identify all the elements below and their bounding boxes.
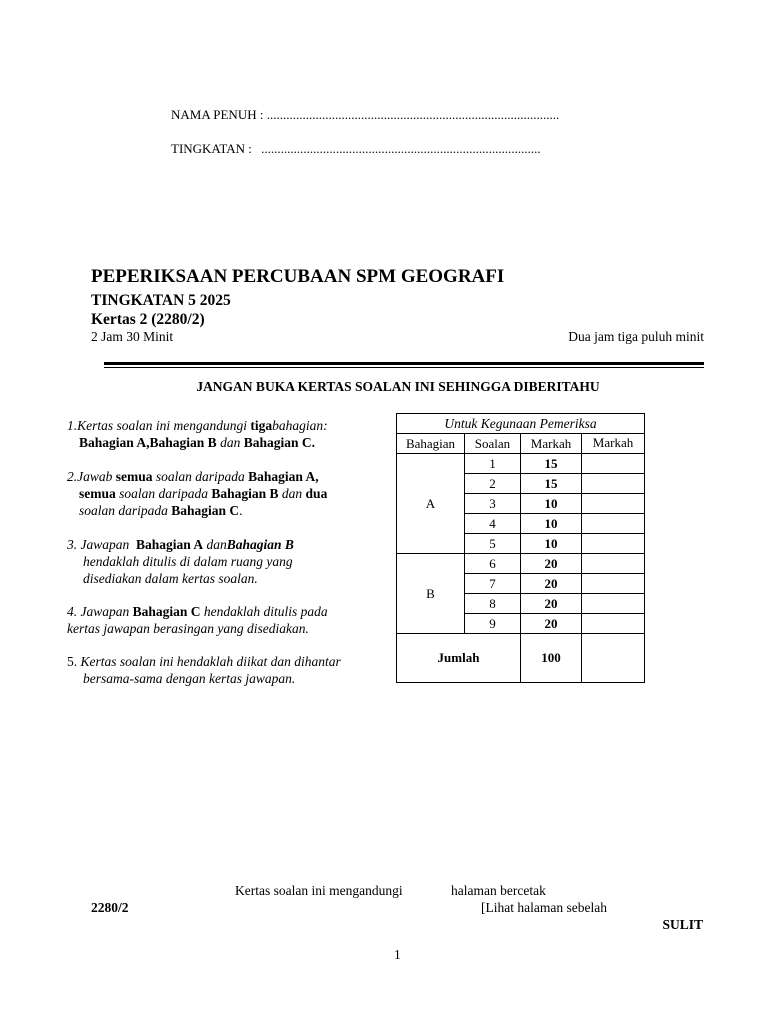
instr2-section-a: Bahagian A,: [248, 469, 319, 484]
instr2-text-3: soalan daripada: [79, 503, 172, 518]
instr3-section-a: Bahagian A: [136, 537, 204, 552]
score-entry-cell[interactable]: [582, 494, 645, 514]
score-entry-cell[interactable]: [582, 474, 645, 494]
question-number: 1: [465, 454, 521, 474]
page-number: 1: [394, 947, 401, 962]
score-entry-cell[interactable]: [582, 554, 645, 574]
instr2-bold: semua: [115, 469, 153, 484]
instr2-dan: dan: [278, 486, 306, 501]
instr2-section-b: Bahagian B: [211, 486, 279, 501]
instr4-line2: kertas jawapan berasingan yang disediakan.: [67, 621, 309, 636]
next-page-note: [Lihat halaman sebelah: [481, 900, 607, 915]
instr3-line2: hendaklah ditulis di dalam ruang yang: [83, 554, 293, 569]
instruction-5: [67, 653, 392, 687]
instruction-2: [67, 468, 392, 519]
name-blank[interactable]: ..........................................................................................: [266, 107, 560, 122]
instr2-bold-2: semua: [79, 486, 116, 501]
form-blank[interactable]: ......................................................................................: [261, 141, 541, 156]
instr1-dan: dan: [220, 435, 244, 450]
instr1-text: 1.Kertas soalan ini mengandungi: [67, 418, 251, 433]
question-number: 9: [465, 614, 521, 634]
examiner-score-table: [396, 413, 645, 683]
table-caption: Untuk Kegunaan Pemeriksa: [397, 414, 645, 434]
table-row: [397, 454, 645, 474]
max-mark: 20: [521, 594, 582, 614]
question-number: 7: [465, 574, 521, 594]
instr1-text-end: bahagian:: [272, 418, 328, 433]
page-count-text: Kertas soalan ini mengandungi: [235, 883, 403, 898]
score-entry-cell[interactable]: [582, 594, 645, 614]
instr5-line2: bersama-sama dengan kertas jawapan.: [83, 671, 296, 686]
col-header-markah-examiner: Markah: [582, 434, 645, 454]
score-entry-cell[interactable]: [582, 574, 645, 594]
sulit-label: SULIT: [662, 917, 703, 932]
max-mark: 10: [521, 534, 582, 554]
score-entry-cell[interactable]: [582, 614, 645, 634]
instr4-section-c: Bahagian C: [132, 604, 201, 619]
question-number: 5: [465, 534, 521, 554]
instr3-dan: dan: [203, 537, 227, 552]
question-number: 3: [465, 494, 521, 514]
max-mark: 15: [521, 454, 582, 474]
instruction-3: [67, 536, 392, 587]
max-mark: 20: [521, 574, 582, 594]
instr1-section-c: Bahagian C.: [243, 435, 315, 450]
instr3-text: 3. Jawapan: [67, 537, 133, 552]
question-number: 8: [465, 594, 521, 614]
paper-code: 2280/2: [91, 900, 129, 915]
score-entry-cell[interactable]: [582, 454, 645, 474]
page-count-text-end: halaman bercetak: [451, 883, 546, 898]
instr1-section-b: Bahagian B: [149, 435, 221, 450]
instruction-1: [67, 417, 392, 451]
instr2-period: .: [239, 503, 243, 518]
exam-duration-words: Dua jam tiga puluh minit: [568, 329, 704, 344]
name-label: NAMA PENUH :: [171, 107, 264, 122]
instr1-section-a: Bahagian A,: [79, 435, 150, 450]
instruction-4: [67, 603, 392, 637]
max-mark: 15: [521, 474, 582, 494]
exam-duration: 2 Jam 30 Minit: [91, 329, 174, 344]
col-header-markah: Markah: [521, 434, 582, 454]
max-mark: 20: [521, 554, 582, 574]
question-number: 4: [465, 514, 521, 534]
col-header-bahagian: Bahagian: [397, 434, 465, 454]
score-entry-cell[interactable]: [582, 514, 645, 534]
instr3-line3: disediakan dalam kertas soalan.: [83, 571, 258, 586]
instr4-text: 4. Jawapan: [67, 604, 133, 619]
form-field: [171, 141, 541, 157]
max-mark: 20: [521, 614, 582, 634]
instr2-text: 2.Jawab: [67, 469, 116, 484]
col-header-soalan: Soalan: [465, 434, 521, 454]
table-row: [397, 554, 645, 574]
total-value: 100: [521, 634, 582, 683]
instr5-text: Kertas soalan ini hendaklah diikat dan dihantar: [80, 654, 341, 669]
instr2-dua: dua: [305, 486, 328, 501]
exam-form: TINGKATAN 5 2025: [91, 292, 231, 309]
question-number: 2: [465, 474, 521, 494]
max-mark: 10: [521, 494, 582, 514]
divider-thin: [104, 367, 704, 368]
section-b-cell: B: [397, 554, 465, 634]
instr3-section-b: Bahagian B: [226, 537, 294, 552]
instr2-section-c: Bahagian C: [171, 503, 240, 518]
divider-thick: [104, 362, 704, 365]
instr5-number: 5.: [67, 654, 81, 669]
name-field: [171, 107, 559, 123]
instr2-text-2: soalan daripada: [115, 486, 212, 501]
instr2-text-mid: soalan daripada: [152, 469, 249, 484]
total-score-entry-cell[interactable]: [582, 634, 645, 683]
exam-title: PEPERIKSAAN PERCUBAAN SPM GEOGRAFI: [91, 266, 505, 287]
score-entry-cell[interactable]: [582, 534, 645, 554]
section-a-cell: A: [397, 454, 465, 554]
warning-notice: JANGAN BUKA KERTAS SOALAN INI SEHINGGA DIBERITAHU: [196, 379, 600, 394]
max-mark: 10: [521, 514, 582, 534]
question-number: 6: [465, 554, 521, 574]
total-row: [397, 634, 645, 683]
instr4-text-end: hendaklah ditulis pada: [200, 604, 328, 619]
exam-paper: Kertas 2 (2280/2): [91, 311, 205, 328]
instr1-bold: tiga: [250, 418, 273, 433]
total-label: Jumlah: [397, 634, 521, 683]
form-label: TINGKATAN :: [171, 141, 252, 156]
